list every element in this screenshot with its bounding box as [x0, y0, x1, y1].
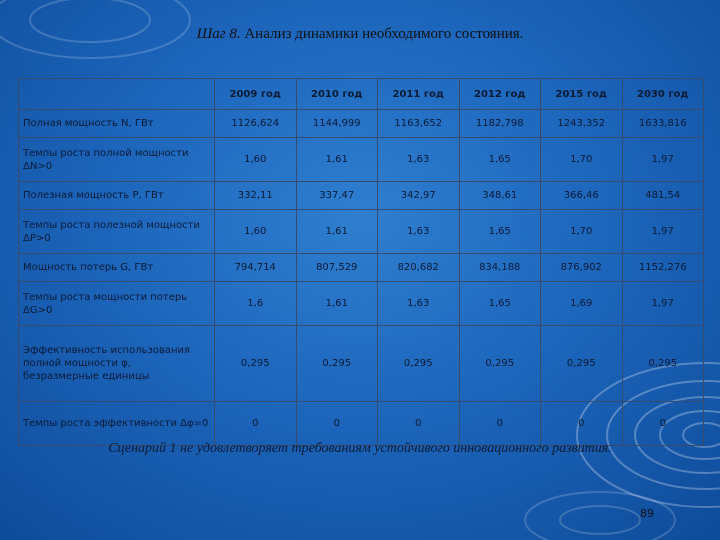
table-cell: 1,97 [622, 282, 704, 326]
table-row [19, 254, 704, 282]
table-cell: 1,61 [296, 138, 378, 182]
table-cell: 1,63 [378, 282, 460, 326]
table-cell: 1,60 [215, 210, 297, 254]
table-cell: 1144,999 [296, 110, 378, 138]
dynamics-table [18, 78, 704, 446]
table-cell: 1,97 [622, 138, 704, 182]
table-cell: 820,682 [378, 254, 460, 282]
table-cell: 1152,276 [622, 254, 704, 282]
slide-title [0, 26, 720, 43]
table-cell: 1,63 [378, 210, 460, 254]
header-cell-2011: 2011 год [378, 79, 460, 110]
table-cell: 1163,652 [378, 110, 460, 138]
table-cell: 481,54 [622, 182, 704, 210]
header-cell-empty [19, 79, 215, 110]
title-text: Анализ динамики необходимого состояния. [240, 26, 524, 42]
table-cell: 834,188 [459, 254, 541, 282]
table-cell: 1182,798 [459, 110, 541, 138]
row-label: Темпы роста полезной мощности ΔP>0 [19, 210, 215, 254]
row-label: Мощность потерь G, ГВт [19, 254, 215, 282]
table-cell: 0 [378, 402, 460, 446]
table-cell: 0,295 [378, 326, 460, 402]
table-cell: 0 [541, 402, 623, 446]
header-cell-2009: 2009 год [215, 79, 297, 110]
table-cell: 337,47 [296, 182, 378, 210]
table-cell: 0,295 [459, 326, 541, 402]
table-cell: 1,97 [622, 210, 704, 254]
table-cell: 1,61 [296, 282, 378, 326]
header-cell-2030: 2030 год [622, 79, 704, 110]
table-row [19, 210, 704, 254]
table-cell: 348,61 [459, 182, 541, 210]
table-cell: 0 [459, 402, 541, 446]
table-cell: 1,6 [215, 282, 297, 326]
table-row [19, 402, 704, 446]
header-cell-2010: 2010 год [296, 79, 378, 110]
table-cell: 1243,352 [541, 110, 623, 138]
table-cell: 794,714 [215, 254, 297, 282]
table-cell: 342,97 [378, 182, 460, 210]
table-cell: 1,70 [541, 138, 623, 182]
row-label: Темпы роста мощности потерь ΔG>0 [19, 282, 215, 326]
table-header-row [19, 79, 704, 110]
table-cell: 1,65 [459, 282, 541, 326]
table-cell: 1,63 [378, 138, 460, 182]
row-label: Эффективность использования полной мощности φ, безразмерные единицы [19, 326, 215, 402]
table-row [19, 326, 704, 402]
table-row [19, 110, 704, 138]
header-cell-2015: 2015 год [541, 79, 623, 110]
table-cell: 1,60 [215, 138, 297, 182]
table-cell: 0,295 [541, 326, 623, 402]
page-number: 89 [640, 507, 654, 520]
table-cell: 366,46 [541, 182, 623, 210]
row-label: Темпы роста эффективности Δφ=0 [19, 402, 215, 446]
table-cell: 1,69 [541, 282, 623, 326]
table-cell: 1,61 [296, 210, 378, 254]
conclusion-text: Сценарий 1 не удовлетворяет требованиям устойчивого инновационного развития. [108, 441, 612, 456]
table-cell: 0,295 [296, 326, 378, 402]
step-label: Шаг 8. [196, 26, 241, 42]
row-label: Полезная мощность P, ГВт [19, 182, 215, 210]
table-cell: 1126,624 [215, 110, 297, 138]
table-cell: 0,295 [215, 326, 297, 402]
table-cell: 332,11 [215, 182, 297, 210]
table-cell: 0 [296, 402, 378, 446]
table-cell: 0,295 [622, 326, 704, 402]
table-cell: 0 [622, 402, 704, 446]
table-cell: 1,70 [541, 210, 623, 254]
table-cell: 807,529 [296, 254, 378, 282]
header-cell-2012: 2012 год [459, 79, 541, 110]
table-cell: 1633,816 [622, 110, 704, 138]
table-cell: 876,902 [541, 254, 623, 282]
table-row [19, 182, 704, 210]
table-row [19, 282, 704, 326]
row-label: Темпы роста полной мощности ΔN>0 [19, 138, 215, 182]
table-row [19, 138, 704, 182]
table-cell: 1,65 [459, 138, 541, 182]
table-cell: 0 [215, 402, 297, 446]
row-label: Полная мощность N, ГВт [19, 110, 215, 138]
table-cell: 1,65 [459, 210, 541, 254]
